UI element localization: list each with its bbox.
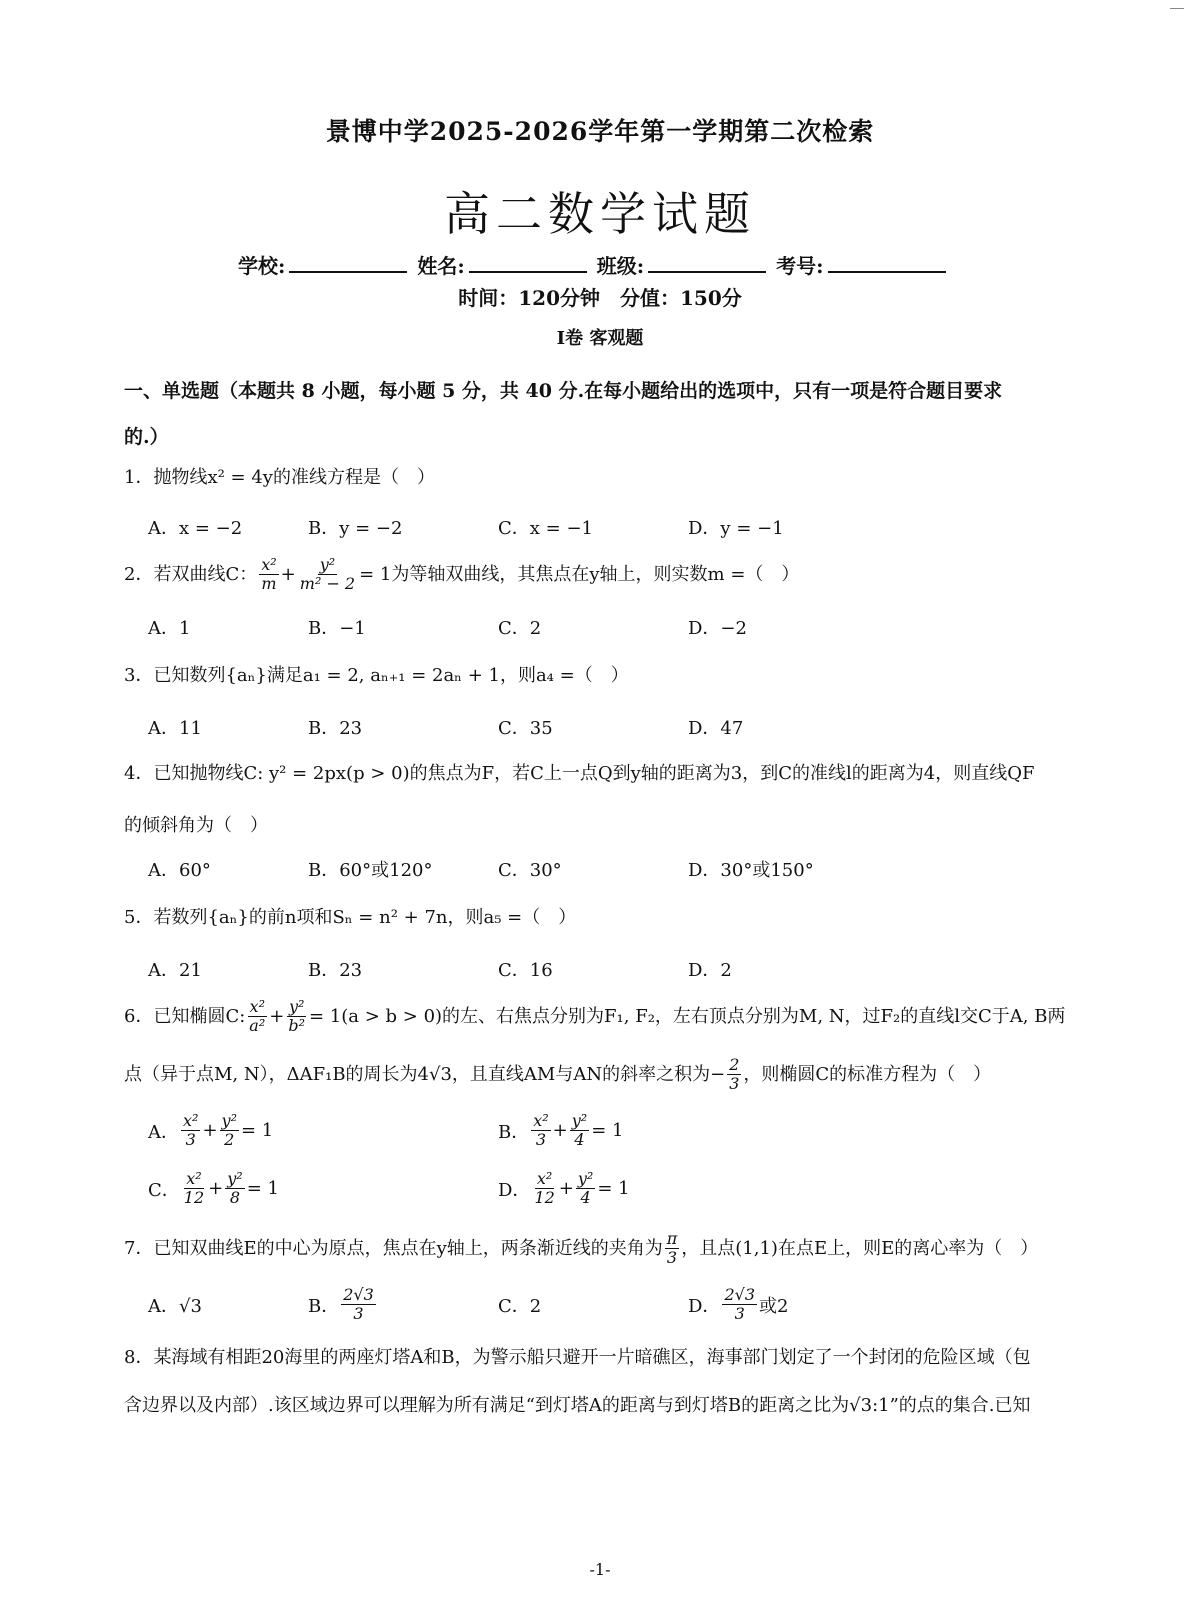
question-6-stem-line-2 (124, 1056, 1104, 1093)
q7-frac-den: 3 (666, 1248, 678, 1267)
q6-fraction-1 (247, 998, 267, 1035)
q2-stem-start: 2．若双曲线C： (124, 563, 258, 585)
q1-option-a[interactable]: A．x = −2 (148, 518, 243, 539)
field-exam-number-blank[interactable] (828, 251, 946, 273)
question-6-options (148, 1112, 1108, 1232)
field-exam-number-label: 考号: (776, 254, 824, 278)
q1-option-c[interactable]: C．x = −1 (498, 518, 593, 539)
q4-option-c[interactable]: C．30° (498, 860, 562, 881)
q3-option-b[interactable]: B．23 (308, 718, 363, 739)
q7-b-fraction (341, 1286, 376, 1323)
q7-b-den: 3 (353, 1304, 364, 1323)
q6-d-y-den: 4 (580, 1188, 591, 1207)
q6-c-y-num: y² (227, 1169, 243, 1188)
school-title: 景博中学2025-2026学年第一学期第二次检索 (325, 117, 875, 146)
q7-option-d-label: D． (688, 1295, 721, 1317)
main-title: 高二数学试题 (444, 187, 756, 241)
q6-frac2-den: b² (288, 1016, 305, 1035)
q6-frac3-den: 3 (729, 1074, 740, 1093)
q6-stem-start: 6．已知椭圆C: (124, 1005, 246, 1027)
q6-stem-mid: = 1(a > b > 0)的左、右焦点分别为F₁, F₂，左右顶点分别为M, N，过F₂的直线l交C于A, B两 (309, 1005, 1066, 1027)
question-4-stem-line-1: 4．已知抛物线C: y² = 2px(p > 0)的焦点为F，若C上一点Q到y轴的距离为3，到C的准线l的距离为4，则直线QF (124, 763, 1035, 784)
field-name-label: 姓名: (417, 254, 465, 278)
q1-option-d[interactable]: D．y = −1 (688, 518, 784, 539)
q7-option-a[interactable]: A．√3 (148, 1296, 202, 1317)
question-1-stem: 1．抛物线x² = 4y的准线方程是（ ） (124, 467, 435, 488)
q6-a-y-den: 2 (224, 1130, 235, 1149)
student-info-row (238, 250, 956, 279)
q6-frac3-num: 2 (729, 1055, 740, 1074)
q6-fraction-3 (727, 1056, 741, 1093)
q6-d-frac-x (532, 1170, 556, 1207)
q6-d-eq-tail: = 1 (597, 1178, 630, 1199)
q6-b-frac-x (531, 1112, 550, 1149)
q7-stem-end: ，且点(1,1)在点E上，则E的离心率为（ ） (681, 1237, 1039, 1259)
q2-stem-end: = 1为等轴双曲线，其焦点在y轴上，则实数m =（ ） (359, 563, 800, 585)
q7-b-num: 2√3 (343, 1285, 374, 1304)
q6-option-b[interactable]: B． $\frac{\text{x²}}{3}$ + $\frac{\text{y²}}{4}$ = 1 (498, 1111, 624, 1149)
corner-mark (1170, 8, 1184, 15)
q1-option-b[interactable]: B．y = −2 (308, 518, 403, 539)
q6-frac2-num: y² (288, 997, 305, 1016)
section-title: I卷 客观题 (556, 328, 644, 349)
q2-frac2-den: m² − 2 (299, 574, 356, 593)
q6-c-frac-y (225, 1170, 244, 1207)
q7-option-b[interactable] (308, 1286, 378, 1323)
q6-a-y-num: y² (221, 1111, 237, 1130)
q6-frac1-den: a² (249, 1016, 266, 1035)
q2-frac2-num: y² (319, 555, 336, 574)
q5-option-a[interactable]: A．21 (148, 960, 202, 981)
q6-c-y-den: 8 (229, 1188, 241, 1207)
q7-option-d[interactable] (688, 1286, 788, 1323)
q6-line2-end: ，则椭圆C的标准方程为（ ） (743, 1063, 992, 1085)
q2-frac1-den: m (261, 574, 277, 593)
q2-option-c[interactable]: C．2 (498, 618, 542, 639)
section-instructions (124, 368, 1094, 460)
q6-a-frac-y (220, 1112, 239, 1149)
field-class-blank[interactable] (648, 251, 766, 273)
q2-option-a[interactable]: A．1 (148, 618, 191, 639)
q6-option-a-label: A． (148, 1121, 179, 1143)
q6-frac1-num: x² (249, 997, 265, 1016)
q6-option-c[interactable]: C． $\frac{\text{x²}}{12}$ + $\frac{\text{y²}}{8}$ = 1 (148, 1169, 279, 1207)
q6-c-x-den: 12 (183, 1188, 205, 1207)
q6-a-eq-tail: = 1 (240, 1120, 274, 1141)
q2-option-b[interactable]: B．−1 (308, 618, 366, 639)
q6-a-x-num: x² (183, 1111, 199, 1130)
field-class-label: 班级: (596, 254, 645, 278)
instructions-line-2: 的.） (124, 426, 169, 448)
q6-c-x-num: x² (186, 1169, 202, 1188)
question-8-stem-line-2: 含边界以及内部）.该区域边界可以理解为所有满足“到灯塔A的距离与到灯塔B的距离之比为√3:1”的点的集合.已知 (124, 1395, 1031, 1416)
q2-fraction-1 (259, 556, 278, 593)
q6-option-a[interactable]: A． $\frac{\text{x²}}{3}$ + $\frac{\text{y²}}{2}$ = 1 (148, 1111, 274, 1149)
field-name-blank[interactable] (469, 251, 587, 273)
q6-b-eq-tail: = 1 (591, 1120, 624, 1141)
q4-option-d[interactable]: D．30°或150° (688, 860, 814, 881)
q3-option-c[interactable]: C．35 (498, 718, 553, 739)
q6-b-y-num: y² (571, 1111, 588, 1130)
q7-d-fraction (722, 1286, 757, 1323)
q7-d-num: 2√3 (724, 1285, 755, 1304)
question-2-stem: 2．若双曲线C： $\frac{\text{x²}}{m}$ + $\frac{\text{y²}}{\text{m² − 2}}$ = 1为等轴双曲线，其焦点在y轴上，则实数m =（ ） (124, 555, 800, 593)
question-4-stem-line-2: 的倾斜角为（ ） (124, 815, 268, 836)
q6-a-frac-x (181, 1112, 200, 1149)
field-school-label: 学校: (238, 254, 286, 278)
q2-frac1-num: x² (261, 555, 277, 574)
question-3-stem: 3．已知数列{aₙ}满足a₁ = 2, aₙ₊₁ = 2aₙ + 1，则a₄ =（ ） (124, 665, 629, 686)
q6-a-x-den: 3 (185, 1130, 196, 1149)
q6-b-frac-y (570, 1112, 589, 1149)
q2-option-d[interactable]: D．−2 (688, 618, 747, 639)
q6-fraction-2 (286, 998, 307, 1035)
q6-d-frac-y (576, 1170, 595, 1207)
question-7-stem (124, 1230, 1104, 1267)
q6-option-b-label: B． (498, 1121, 530, 1143)
time-info: 时间：120分钟 分值：150分 (458, 286, 742, 310)
q6-option-d-label: D． (498, 1179, 531, 1201)
q7-fraction (665, 1230, 680, 1267)
q6-c-frac-x (182, 1170, 206, 1207)
q7-frac-num: π (666, 1229, 678, 1248)
q7-d-tail: 或2 (759, 1295, 789, 1317)
q2-fraction-2 (298, 556, 357, 593)
q4-option-a[interactable]: A．60° (148, 860, 211, 881)
q6-option-c-label: C． (148, 1179, 180, 1201)
instructions-line-1: 一、单选题（本题共 8 小题，每小题 5 分，共 40 分.在每小题给出的选项中，只有一项是符合题目要求 (124, 380, 1003, 402)
q6-line2-start: 点（异于点M, N），ΔAF₁B的周长为4√3，且直线AM与AN的斜率之积为− (124, 1063, 726, 1085)
q3-option-a[interactable]: A．11 (148, 718, 202, 739)
q7-stem-start: 7．已知双曲线E的中心为原点，焦点在y轴上，两条渐近线的夹角为 (124, 1237, 663, 1259)
q7-option-c[interactable]: C．2 (498, 1296, 542, 1317)
question-6-stem-line-1: 6．已知椭圆C: $\frac{\text{x²}}{\text{a²}}$ + $\frac{\text{y²}}{\text{b²}}$ = 1(a > b > 0)的左、右焦点分别为F₁, F₂，左右顶点分别为M, N，过F₂的直线l交C于A, B两 (124, 997, 1066, 1035)
field-school-blank[interactable] (289, 251, 407, 273)
page-number: -1- (589, 1560, 611, 1579)
q6-b-y-den: 4 (574, 1130, 585, 1149)
q3-option-d[interactable]: D．47 (688, 718, 744, 739)
q6-b-x-den: 3 (535, 1130, 547, 1149)
q7-option-b-label: B． (308, 1295, 340, 1317)
q5-option-c[interactable]: C．16 (498, 960, 553, 981)
q4-option-b[interactable]: B．60°或120° (308, 860, 433, 881)
q5-option-b[interactable]: B．23 (308, 960, 363, 981)
q5-option-d[interactable]: D．2 (688, 960, 732, 981)
q6-b-x-num: x² (533, 1111, 549, 1130)
q6-d-x-den: 12 (534, 1188, 555, 1207)
q7-d-den: 3 (734, 1304, 745, 1323)
question-5-stem: 5．若数列{aₙ}的前n项和Sₙ = n² + 7n，则a₅ =（ ） (124, 907, 577, 928)
q6-option-d[interactable]: D． $\frac{\text{x²}}{12}$ + $\frac{\text{y²}}{4}$ = 1 (498, 1169, 630, 1207)
question-8-stem-line-1: 8．某海域有相距20海里的两座灯塔A和B，为警示船只避开一片暗礁区，海事部门划定了一个封闭的危险区域（包 (124, 1347, 1031, 1368)
q6-d-y-num: y² (577, 1169, 594, 1188)
q6-d-x-num: x² (536, 1169, 553, 1188)
q6-c-eq-tail: = 1 (246, 1178, 279, 1199)
